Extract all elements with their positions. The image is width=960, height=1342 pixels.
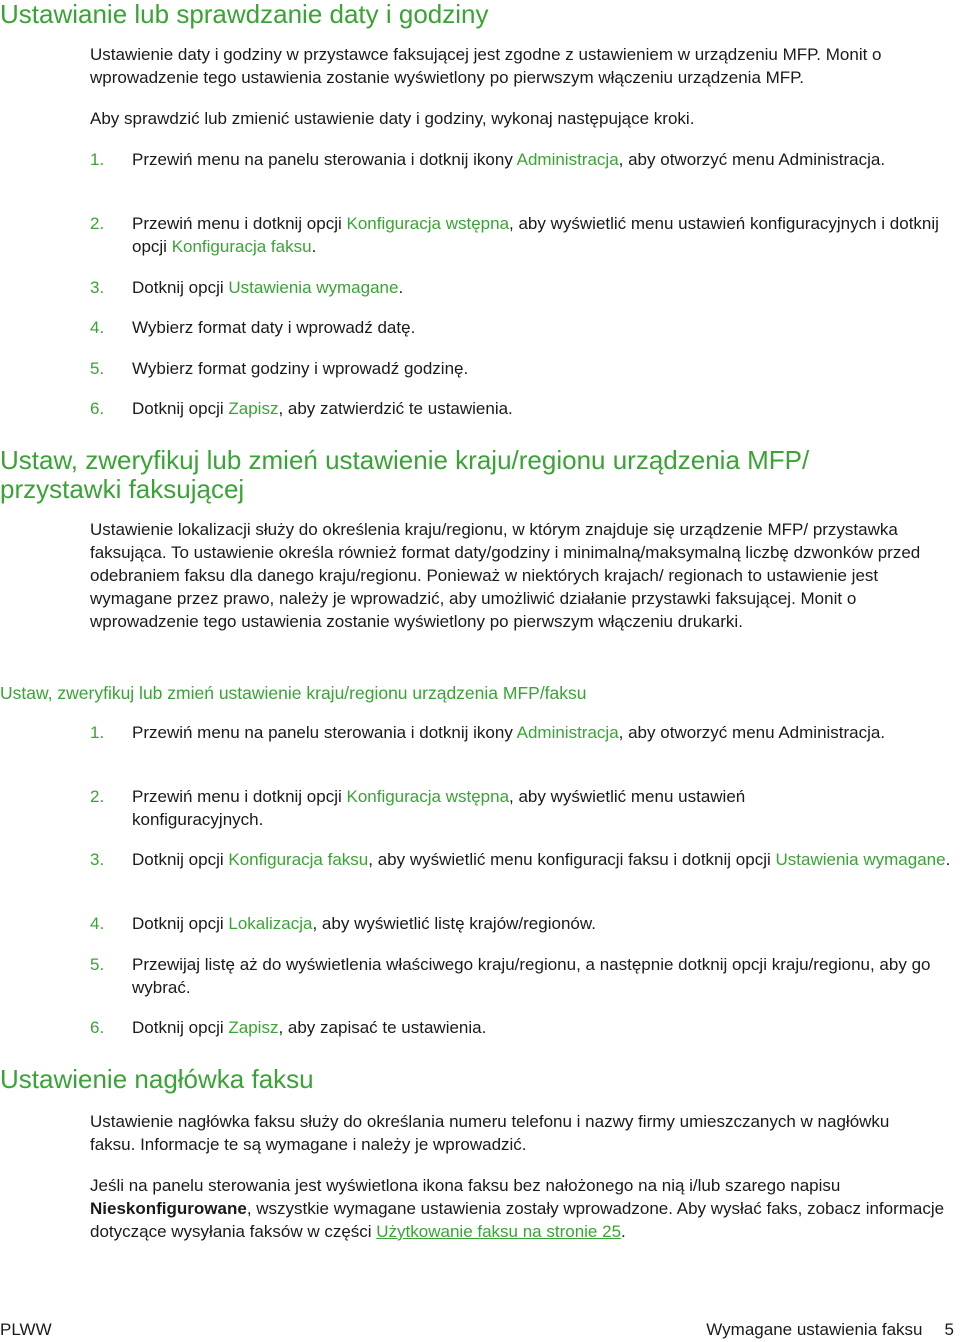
step-text: Dotknij opcji Ustawienia wymagane. [132,278,404,297]
section-heading-country-region: Ustaw, zweryfikuj lub zmień ustawienie kraju/regionu urządzenia MFP/ przystawki faksującej [0,445,810,504]
step-text: Przewiń menu i dotknij opcji Konfiguracja wstępna, aby wyświetlić menu ustawień konfiguracyjnych i dotknij opcji Konfiguracja faksu. [132,214,939,256]
step-item [90,1016,960,1039]
menu-option-konfiguracja-wstepna: Konfiguracja wstępna [346,214,510,233]
section1-para1: Ustawienie daty i godziny w przystawce faksującej jest zgodne z ustawieniem w urządzeniu MFP. Monit o wprowadzenie tego ustawienia zostanie wyświetlony po pierwszym włączeniu urządzenia MFP. [90,45,882,87]
step-number: 4. [90,318,105,337]
step-number: 3. [90,278,105,297]
step-number: 6. [90,399,105,418]
step-item [90,276,960,299]
step-text: Dotknij opcji Lokalizacja, aby wyświetlić listę krajów/regionów. [132,914,596,933]
section-heading-date-time: Ustawianie lub sprawdzanie daty i godziny [0,0,489,29]
step-text: Przewijaj listę aż do wyświetlenia właściwego kraju/regionu, a następnie dotknij opcji kraju/regionu, aby go wybrać. [132,955,931,997]
step-text: Przewiń menu i dotknij opcji Konfiguracja wstępna, aby wyświetlić menu ustawień konfiguracyjnych. [132,787,746,829]
step-item [90,148,960,171]
menu-option-ustawienia-wymagane: Ustawienia wymagane [228,278,399,297]
step-item [90,785,960,831]
step-text: Dotknij opcji Zapisz, aby zapisać te ustawienia. [132,1018,487,1037]
step-text: Przewiń menu na panelu sterowania i dotknij ikony Administracja, aby otworzyć menu Administracja. [132,150,886,169]
subheading-country-region: Ustaw, zweryfikuj lub zmień ustawienie kraju/regionu urządzenia MFP/faksu [0,683,587,703]
menu-option-lokalizacja: Lokalizacja [228,914,313,933]
page-number: 5 [944,1320,954,1339]
section-heading-fax-header: Ustawienie nagłówka faksu [0,1064,314,1094]
step-text: Przewiń menu na panelu sterowania i dotknij ikony Administracja, aby otworzyć menu Administracja. [132,723,886,742]
step-number: 1. [90,150,105,169]
footer-left: PLWW [0,1320,52,1339]
step-item [90,397,960,420]
step-number: 2. [90,214,105,233]
step-item [90,953,960,999]
section2-para: Ustawienie lokalizacji służy do określenia kraju/regionu, w którym znajduje się urządzenie MFP/ przystawka faksująca. To ustawienie określa również format daty/godziny i minimalną/maksymalną liczbę dzwonków przed odebraniem faksu dla danego kraju/regionu. Ponieważ w niektórych krajach/ regionach to ustawienie jest wymagane przez prawo, należy je wprowadzić, aby umożliwić działanie przystawki faksującej. Monit o wprowadzenie tego ustawienia zostanie wyświetlony po pierwszym włączeniu drukarki. [90,520,921,631]
step-text: Dotknij opcji Zapisz, aby zatwierdzić te ustawienia. [132,399,513,418]
step-item [90,212,960,258]
step-item [90,848,960,871]
step-number: 6. [90,1018,105,1037]
step-item [90,316,960,339]
step-item [90,357,960,380]
step-number: 1. [90,723,105,742]
footer-right [706,1319,954,1341]
menu-option-ustawienia-wymagane: Ustawienia wymagane [775,850,946,869]
step-item [90,721,960,744]
menu-option-zapisz: Zapisz [228,399,279,418]
step-text: Dotknij opcji Konfiguracja faksu, aby wyświetlić menu konfiguracji faksu i dotknij opcji Ustawienia wymagane. [132,850,951,869]
step-number: 4. [90,914,105,933]
menu-option-administracja: Administracja [516,723,619,742]
step-number: 3. [90,850,105,869]
step-number: 5. [90,359,105,378]
status-nieskonfigurowane: Nieskonfigurowane [90,1199,247,1218]
section1-para2: Aby sprawdzić lub zmienić ustawienie daty i godziny, wykonaj następujące kroki. [90,109,695,128]
step-text: Wybierz format godziny i wprowadź godzinę. [132,359,469,378]
section3-para1: Ustawienie nagłówka faksu służy do określania numeru telefonu i nazwy firmy umieszczanych w nagłówku faksu. Informacje te są wymagane i należy je wprowadzić. [90,1112,890,1154]
menu-option-konfiguracja-faksu: Konfiguracja faksu [171,237,312,256]
menu-option-administracja: Administracja [516,150,619,169]
section3-para2-block [90,1174,960,1243]
step-number: 2. [90,787,105,806]
section3-para1-block [90,1110,910,1156]
menu-option-konfiguracja-faksu: Konfiguracja faksu [228,850,369,869]
step-item [90,912,960,935]
menu-option-konfiguracja-wstepna: Konfiguracja wstępna [346,787,510,806]
section2-intro [90,518,960,633]
section1-para2-block [90,107,960,130]
section3-para2: Jeśli na panelu sterowania jest wyświetlona ikona faksu bez nałożonego na nią i/lub szarego napisu Nieskonfigurowane, wszystkie wymagane ustawienia zostały wprowadzone. Aby wysłać faks, zobacz informacje dotyczące wysyłania faksów w części Użytkowanie faksu na stronie 25. [90,1176,945,1241]
footer-chapter-title: Wymagane ustawienia faksu [706,1320,923,1339]
section1-intro [90,43,960,89]
menu-option-zapisz: Zapisz [228,1018,279,1037]
link-uzytkowanie-faksu[interactable]: Użytkowanie faksu na stronie 25 [376,1222,622,1241]
step-text: Wybierz format daty i wprowadź datę. [132,318,416,337]
step-number: 5. [90,955,105,974]
